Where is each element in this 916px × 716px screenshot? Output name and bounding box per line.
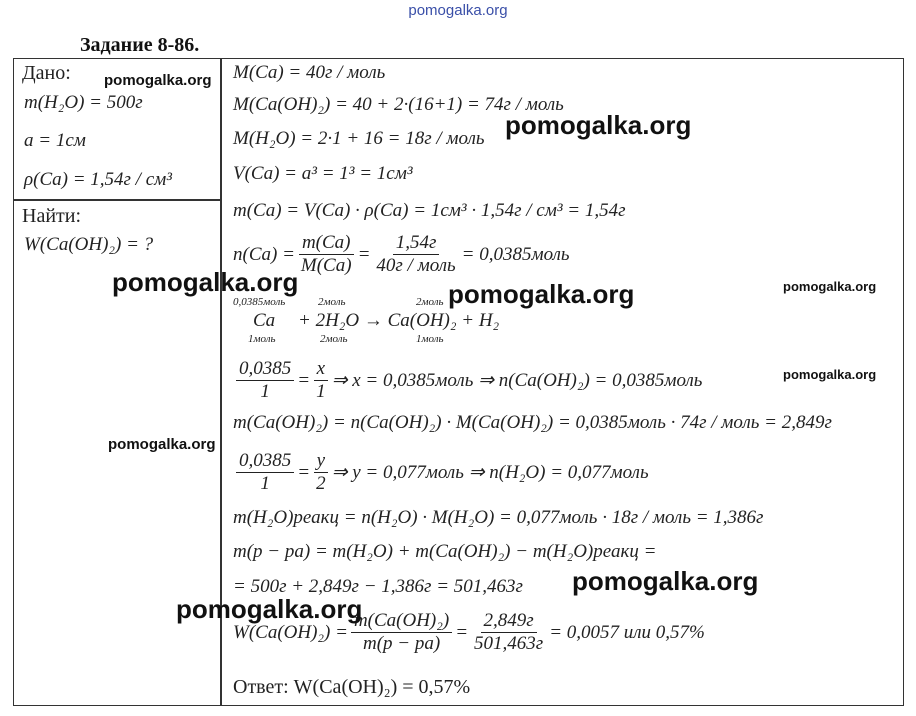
- fraction-denominator: M(Ca): [300, 255, 352, 276]
- watermark-7: pomogalka.org: [108, 436, 216, 453]
- find-target: W(Ca(OH)₂) = ?: [24, 234, 154, 255]
- reaction-bottom-caoh2: 1моль: [416, 333, 444, 345]
- fraction-denominator: 501,463г: [474, 633, 544, 654]
- given-density: ρ(Ca) = 1,54г / см³: [24, 169, 172, 190]
- table-divider-horizontal: [13, 199, 221, 201]
- proportion-y-line: [233, 450, 649, 495]
- proportion-x-line: [233, 358, 702, 403]
- mass-fraction-result: = 0,0057 или 0,57%: [549, 621, 705, 643]
- fraction-numerator: 2,849г: [481, 610, 537, 633]
- reaction-bottom-ca: 1моль: [248, 333, 276, 345]
- watermark-8: pomogalka.org: [572, 566, 759, 596]
- moles-ca-fraction-2: [373, 232, 458, 277]
- proportion-y-result: ⇒ y = 0,077моль ⇒ n(H₂O) = 0,077моль: [331, 462, 649, 483]
- reaction-top-caoh2: 2моль: [416, 296, 444, 308]
- given-label: Дано:: [22, 62, 71, 84]
- watermark-6: pomogalka.org: [783, 367, 877, 382]
- fraction-denominator: 2: [316, 473, 326, 494]
- proportion-x-fraction-right: [313, 358, 329, 403]
- fraction-numerator: m(Ca): [299, 232, 354, 255]
- mass-caoh2: m(Ca(OH)₂) = n(Ca(OH)₂) · M(Ca(OH)₂) = 0,0385моль · 74г / моль = 2,849г: [233, 412, 832, 433]
- site-header-link[interactable]: pomogalka.org: [408, 2, 508, 19]
- proportion-x-fraction-left: [236, 358, 294, 403]
- fraction-numerator: 0,0385: [236, 358, 294, 381]
- proportion-y-fraction-right: [313, 450, 329, 495]
- fraction-denominator: 1: [260, 381, 270, 402]
- equals-sign: =: [455, 621, 469, 643]
- task-title: Задание 8-86.: [80, 34, 200, 56]
- mass-ca: m(Ca) = V(Ca) · ρ(Ca) = 1см³ · 1,54г / см³ = 1,54г: [233, 200, 626, 221]
- fraction-denominator: m(p − pa): [362, 633, 441, 654]
- mass-h2o-reacted: m(H₂O)реакц = n(H₂O) · M(H₂O) = 0,077моль · 18г / моль = 1,386г: [233, 507, 764, 528]
- equals-sign: =: [357, 243, 371, 265]
- given-mass-water: m(H₂O) = 500г: [24, 92, 143, 113]
- mass-solution-value: = 500г + 2,849г − 1,386г = 501,463г: [233, 576, 523, 597]
- watermark-4: pomogalka.org: [448, 279, 635, 309]
- watermark-2: pomogalka.org: [505, 110, 692, 140]
- fraction-denominator: 1: [260, 473, 270, 494]
- molar-mass-caoh2: M(Ca(OH)₂) = 40 + 2·(16+1) = 74г / моль: [233, 94, 564, 115]
- reaction-top-ca: 0,0385моль: [233, 296, 286, 308]
- mass-solution-formula: m(p − pa) = m(H₂O) + m(Ca(OH)₂) − m(H₂O)реакц =: [233, 541, 657, 562]
- watermark-3: pomogalka.org: [112, 267, 299, 297]
- fraction-numerator: x: [314, 358, 328, 381]
- fraction-numerator: 0,0385: [236, 450, 294, 473]
- moles-ca-result: = 0,0385моль: [461, 243, 570, 265]
- watermark-1: pomogalka.org: [104, 72, 212, 89]
- fraction-numerator: 1,54г: [393, 232, 440, 255]
- moles-ca-left: n(Ca) =: [233, 243, 295, 265]
- reaction-top-h2o: 2моль: [318, 296, 346, 308]
- molar-mass-h2o: M(H₂O) = 2·1 + 16 = 18г / моль: [233, 128, 485, 149]
- reaction-equation: + 2H₂O → Ca(OH)₂ + H₂: [298, 310, 500, 331]
- molar-mass-ca: M(Ca) = 40г / моль: [233, 62, 386, 83]
- reaction-bottom-h2o: 2моль: [320, 333, 348, 345]
- equals-sign: =: [297, 369, 311, 391]
- proportion-y-fraction-left: [236, 450, 294, 495]
- given-edge-length: a = 1см: [24, 130, 86, 151]
- fraction-denominator: 1: [316, 381, 326, 402]
- mass-fraction-fraction-1: [351, 610, 452, 655]
- fraction-numerator: y: [314, 450, 328, 473]
- watermark-9: pomogalka.org: [176, 594, 363, 624]
- fraction-denominator: 40г / моль: [376, 255, 456, 276]
- answer: Ответ: W(Ca(OH)₂) = 0,57%: [233, 676, 471, 698]
- watermark-5: pomogalka.org: [783, 279, 877, 294]
- reaction-ca: Ca: [253, 310, 276, 331]
- volume-ca: V(Ca) = a³ = 1³ = 1см³: [233, 163, 413, 184]
- mass-fraction-fraction-2: [471, 610, 546, 655]
- fraction-numerator: m(Ca(OH)₂): [351, 610, 452, 633]
- moles-ca-fraction-1: [298, 232, 355, 277]
- mass-fraction-left: W(Ca(OH)₂) =: [233, 621, 348, 643]
- proportion-x-result: ⇒ x = 0,0385моль ⇒ n(Ca(OH)₂) = 0,0385моль: [331, 370, 703, 391]
- find-label: Найти:: [22, 205, 82, 227]
- equals-sign: =: [297, 461, 311, 483]
